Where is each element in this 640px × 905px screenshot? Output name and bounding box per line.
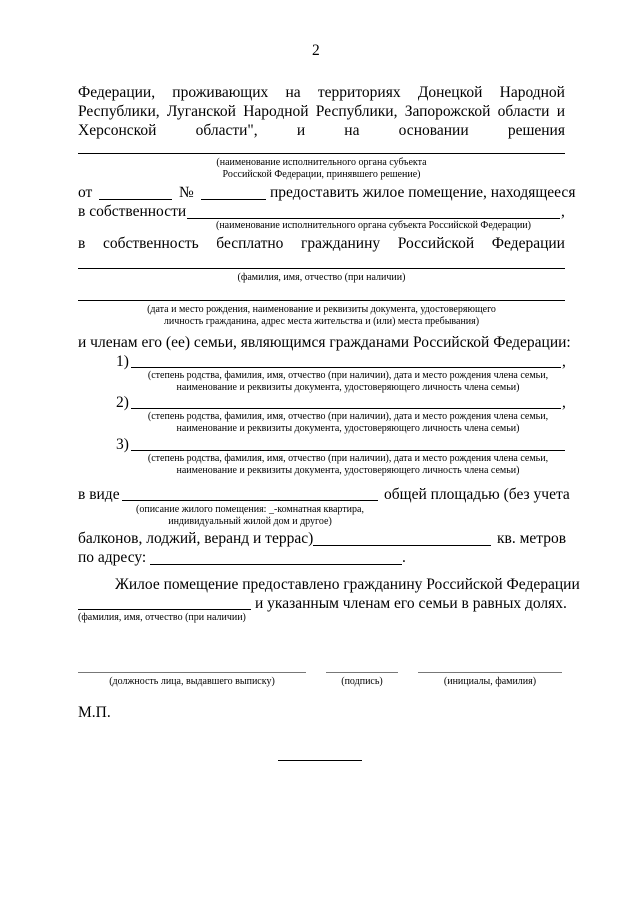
decision-date-field[interactable] [99,199,172,200]
citizen-details-field[interactable] [78,300,565,301]
word: проживающих [172,84,269,101]
ownership-body-field[interactable] [187,218,560,219]
conclusion-line-1: Жилое помещение предоставлено гражданину Российской Федерации [115,576,580,593]
number-sign: № [179,184,194,201]
citizen-details-caption-1: (дата и место рождения, наименование и реквизиты документа, удостоверяющего [147,304,496,315]
word: гражданину [301,235,381,252]
citizen-details-caption-2: личность гражданина, адрес места жительства и (или) места пребывания) [163,316,480,327]
family-member-caption-1: (степень родства, фамилия, имя, отчество (при наличии), дата и место рождения члена семьи, [147,370,549,381]
family-member-number: 2) [116,394,129,411]
premises-caption-1: (описание жилого помещения: _-комнатная квартира, [136,504,364,515]
family-member-comma: , [562,394,566,411]
recipient-name-field[interactable] [78,609,251,610]
stamp-label: М.П. [78,704,111,721]
decision-text: предоставить жилое помещение, находящееся [270,184,576,201]
executive-body-caption-2: Российской Федерации, принявшего решение) [222,169,421,180]
intro-line-2: Республики, Луганской Народной Республики, Запорожской области и [78,103,565,120]
word: бесплатно [216,235,284,252]
intro-line-1 [78,84,565,102]
word: собственность [102,235,199,252]
word: Народной [499,84,565,101]
premises-description-field[interactable] [122,500,378,501]
ownership-comma: , [561,203,565,220]
balconies-label: балконов, лоджий, веранд и террас) [78,530,314,547]
word: решения [507,122,565,139]
word: на [344,122,360,139]
word: Федерации, [78,84,156,101]
area-field[interactable] [313,545,491,546]
family-member-caption-1: (степень родства, фамилия, имя, отчество (при наличии), дата и место рождения члена семьи, [147,453,549,464]
address-field[interactable] [150,564,402,565]
conclusion-line-2: и указанным членам его семьи в равных долях. [255,595,567,612]
word: области", [195,122,258,139]
family-member-caption-2: наименование и реквизиты документа, удостоверяющего личность члена семьи) [176,465,520,476]
ownership-label: в собственности [78,203,187,220]
word: Российской [397,235,475,252]
family-member-comma: , [562,353,566,370]
family-member-1-field[interactable] [131,367,561,368]
official-position-caption: (должность лица, выдавшего выписку) [109,676,275,687]
closing-separator [278,760,362,761]
decision-number-field[interactable] [201,199,266,200]
recipient-name-caption: (фамилия, имя, отчество (при наличии) [78,612,246,623]
initials-caption: (инициалы, фамилия) [443,676,537,687]
signature-field[interactable] [326,672,398,673]
family-member-3-field[interactable] [131,450,565,451]
family-member-caption-2: наименование и реквизиты документа, удостоверяющего личность члена семьи) [176,423,520,434]
executive-body-field[interactable] [78,153,565,154]
official-position-field[interactable] [78,672,306,673]
in-form-label: в виде [78,486,120,503]
grant-line [78,235,565,253]
family-intro: и членам его (ее) семьи, являющимся гражданами Российской Федерации: [78,334,571,351]
initials-field[interactable] [418,672,562,673]
citizen-name-field[interactable] [78,268,565,269]
word: основании [398,122,469,139]
ownership-caption: (наименование исполнительного органа субъекта Российской Федерации) [216,220,531,231]
area-text: общей площадью (без учета [384,486,570,503]
word: Донецкой [417,84,483,101]
citizen-name-caption: (фамилия, имя, отчество (при наличии) [237,272,406,283]
word: территориях [317,84,401,101]
word: в [78,235,86,252]
from-label: от [78,184,93,201]
family-member-number: 3) [116,436,129,453]
page-number: 2 [312,42,320,59]
premises-caption-2: индивидуальный жилой дом и другое) [168,516,332,527]
address-dot: . [402,549,406,566]
word: Херсонской [78,122,157,139]
intro-line-3 [78,122,565,140]
word: и [296,122,306,139]
family-member-caption-1: (степень родства, фамилия, имя, отчество (при наличии), дата и место рождения члена семьи, [147,411,549,422]
executive-body-caption-1: (наименование исполнительного органа субъекта [216,157,427,168]
sq-meters-label: кв. метров [497,530,567,547]
signature-caption: (подпись) [341,676,383,687]
family-member-number: 1) [116,353,129,370]
family-member-caption-2: наименование и реквизиты документа, удостоверяющего личность члена семьи) [176,382,520,393]
address-label: по адресу: [78,549,147,566]
word: на [285,84,301,101]
word: Федерации [491,235,565,252]
family-member-2-field[interactable] [131,408,561,409]
